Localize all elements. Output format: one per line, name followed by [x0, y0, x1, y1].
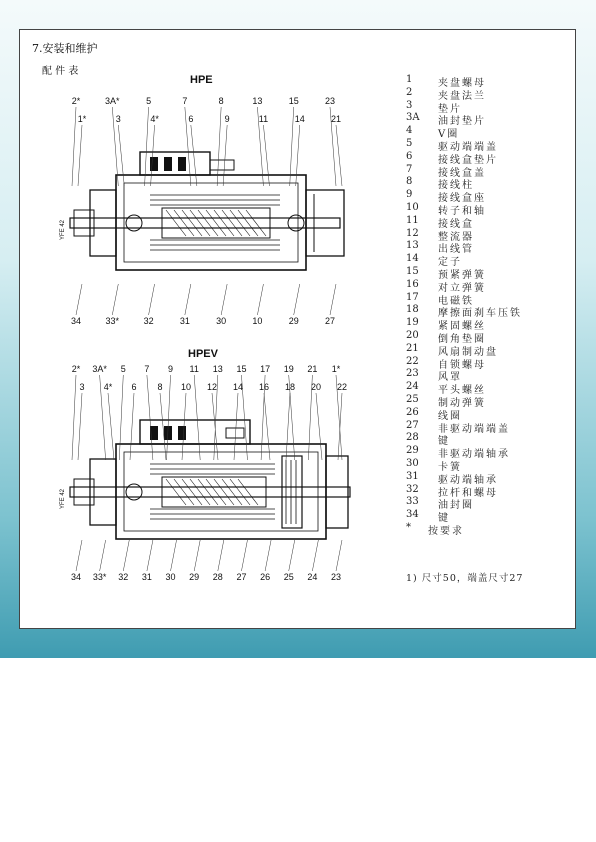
callout-label: 4*	[150, 114, 159, 124]
part-number: 4	[406, 125, 413, 137]
callout-leader	[123, 540, 129, 571]
parts-list-row	[406, 432, 572, 448]
parts-list-row	[406, 87, 572, 100]
callout-label: 25	[283, 572, 294, 582]
footnote: 1) 尺寸50，端盖尺寸27	[406, 573, 524, 584]
callout-leader	[257, 284, 263, 315]
callout-label: 21	[307, 364, 318, 374]
parts-list-row	[406, 356, 572, 369]
hpev-drawing	[30, 364, 360, 596]
part-name: 驱动端轴承	[438, 474, 498, 486]
parts-list-row	[406, 458, 572, 471]
part-number: 34	[406, 509, 419, 521]
callout-label: 9	[224, 114, 230, 124]
part-name: 出线管	[438, 244, 474, 256]
callout-label: 31	[141, 572, 152, 582]
callout-leader	[78, 393, 82, 460]
callout-leader	[316, 393, 322, 460]
part-number: 13	[406, 240, 419, 252]
callout-label: 9	[168, 364, 174, 374]
callout-leader	[118, 125, 124, 186]
part-number: 17	[406, 291, 419, 303]
part-number: 11	[406, 214, 419, 226]
callout-label: 28	[212, 572, 223, 582]
part-name: 油封圈	[438, 500, 474, 512]
parts-list-row	[406, 420, 572, 433]
callout-label: 27	[236, 572, 247, 582]
part-name: 接线盒	[438, 218, 474, 230]
callout-label: 33*	[105, 316, 120, 326]
part-name: 倒角垫圈	[438, 333, 486, 345]
special-note-row	[406, 522, 572, 535]
callout-label: 16	[258, 382, 270, 392]
callout-leader	[151, 125, 155, 186]
parts-list-row	[406, 202, 572, 215]
callout-label: 10	[252, 316, 263, 326]
callout-leader	[223, 125, 227, 186]
callout-leader	[112, 284, 118, 315]
callout-leader	[294, 284, 300, 315]
part-number: 5	[406, 137, 413, 149]
parts-list-row	[406, 176, 572, 192]
callout-label: 2*	[71, 96, 81, 106]
parts-list-row	[406, 240, 572, 256]
part-number: 8	[406, 176, 413, 188]
part-name: 键	[438, 513, 450, 525]
part-name: 摩擦面刹车压铁	[438, 308, 522, 320]
parts-list-row	[406, 407, 572, 420]
part-number: 32	[406, 483, 419, 495]
callout-leader	[241, 540, 247, 571]
part-name: 定子	[438, 257, 462, 269]
callout-leader	[119, 375, 123, 460]
parts-list	[406, 74, 572, 535]
callout-leader	[218, 540, 224, 571]
callout-label: 3A*	[105, 96, 120, 106]
callout-label: 14	[232, 382, 244, 392]
callout-label: 1*	[331, 364, 341, 374]
parts-list-row	[406, 215, 572, 228]
callout-label: 30	[216, 316, 227, 326]
parts-list-row	[406, 317, 572, 333]
part-number: 3	[406, 99, 413, 111]
part-name: 接线盒盖	[438, 167, 486, 179]
callout-leader	[221, 284, 227, 315]
callout-label: 34	[70, 572, 82, 582]
side-mark: YFE 42	[60, 219, 66, 240]
callout-label: 26	[260, 572, 271, 582]
part-name: V圈	[438, 129, 460, 141]
callout-leader	[191, 125, 197, 186]
callout-label: 1*	[77, 114, 87, 124]
callout-label: 34	[70, 316, 82, 326]
callout-leader	[76, 284, 82, 315]
callout-label: 5	[120, 364, 126, 374]
part-name: 键	[438, 436, 450, 448]
part-number: 16	[406, 278, 419, 290]
callout-label: 13	[252, 96, 263, 106]
callout-label: 32	[118, 572, 129, 582]
callout-label: 29	[288, 316, 299, 326]
parts-list-row	[406, 279, 572, 292]
part-name: 电磁铁	[438, 295, 474, 307]
callout-label: 15	[236, 364, 247, 374]
callout-label: 14	[294, 114, 305, 124]
parts-list-row	[406, 509, 572, 525]
parts-list-row	[406, 381, 572, 397]
callout-label: 11	[189, 364, 199, 374]
part-name: 整流器	[438, 231, 474, 243]
callout-leader	[194, 375, 200, 460]
parts-list-row	[406, 151, 572, 164]
callout-leader	[145, 107, 149, 186]
part-number: 20	[406, 329, 419, 341]
callout-label: 11	[258, 114, 269, 124]
part-name: 预紧弹簧	[438, 269, 486, 281]
callout-leader	[72, 375, 76, 460]
part-name: 制动弹簧	[438, 397, 486, 409]
part-name: 非驱动端端盖	[438, 423, 510, 435]
callout-label: 12	[206, 382, 218, 392]
callout-leader	[130, 393, 134, 460]
part-number: 10	[406, 201, 419, 213]
callout-label: 31	[179, 316, 190, 326]
callout-label: 21	[330, 114, 342, 124]
parts-list-row	[406, 228, 572, 241]
callout-leader	[312, 540, 318, 571]
part-number: 21	[406, 342, 419, 354]
callout-leader	[100, 540, 106, 571]
callout-label: 20	[310, 382, 322, 392]
part-name: 对立弹簧	[438, 282, 486, 294]
hpev-figure-title: HPEV	[188, 348, 218, 360]
parts-list-row	[406, 189, 572, 205]
part-number: 12	[406, 227, 419, 239]
part-number: 31	[406, 470, 419, 482]
callout-label: 3A*	[92, 364, 107, 374]
part-number: 25	[406, 393, 419, 405]
parts-list-row	[406, 138, 572, 151]
callout-label: 7	[182, 96, 188, 106]
part-number: 18	[406, 304, 419, 316]
callout-label: 19	[283, 364, 294, 374]
callout-leader	[217, 107, 221, 186]
callout-leader	[289, 540, 295, 571]
callout-label: 4*	[103, 382, 113, 392]
callout-label: 22	[336, 382, 348, 392]
part-name: 自锁螺母	[438, 359, 486, 371]
callout-label: 23	[324, 96, 336, 106]
callout-label: 10	[180, 382, 192, 392]
parts-list-row	[406, 266, 572, 279]
callout-label: 6	[131, 382, 137, 392]
callout-label: 27	[324, 316, 336, 326]
part-number: 15	[406, 265, 419, 277]
part-name: 风罩	[438, 372, 462, 384]
part-number: 3A	[406, 112, 420, 124]
callout-leader	[234, 393, 238, 460]
part-name: 风扇制动盘	[438, 346, 498, 358]
callout-leader	[296, 125, 300, 186]
part-number: 9	[406, 189, 413, 201]
callout-leader	[185, 284, 191, 315]
parts-list-row	[406, 394, 572, 407]
parts-list-row	[406, 484, 572, 497]
callout-label: 3	[79, 382, 85, 392]
part-number: 14	[406, 253, 419, 265]
callout-label: 2*	[71, 364, 81, 374]
part-number: 19	[406, 317, 419, 329]
part-name: 油封垫片	[438, 116, 486, 128]
callout-label: 5	[146, 96, 152, 106]
part-name: 驱动端端盖	[438, 141, 498, 153]
hpe-figure-title: HPE	[190, 74, 213, 86]
part-number: 28	[406, 432, 419, 444]
callout-leader	[72, 107, 76, 186]
part-name: 接线盒座	[438, 193, 486, 205]
callout-label: 33*	[92, 572, 107, 582]
part-number: 1	[406, 74, 413, 85]
callout-leader	[194, 540, 200, 571]
callout-label: 13	[212, 364, 223, 374]
callout-leader	[336, 125, 342, 186]
parts-list-row	[406, 125, 572, 141]
document-page	[19, 29, 576, 629]
part-number: 23	[406, 368, 419, 380]
callout-leader	[286, 393, 290, 460]
callout-leader	[78, 125, 82, 186]
callout-leader	[108, 393, 114, 460]
part-number: 27	[406, 419, 419, 431]
callout-label: 18	[284, 382, 296, 392]
callout-label: 6	[188, 114, 194, 124]
part-number: 30	[406, 457, 419, 469]
callout-label: 32	[143, 316, 154, 326]
callout-leader	[330, 284, 336, 315]
parts-list-row	[406, 292, 572, 305]
parts-list-row	[406, 112, 572, 128]
callout-leader	[264, 393, 270, 460]
parts-list-row	[406, 445, 572, 461]
parts-list-row	[406, 330, 572, 343]
part-name: 卡簧	[438, 461, 462, 473]
part-number: 24	[406, 381, 419, 393]
callout-leader	[290, 107, 294, 186]
callout-leader	[212, 393, 218, 460]
parts-list-row	[406, 100, 572, 113]
callout-label: 23	[330, 572, 342, 582]
side-mark: YFE 42	[60, 488, 66, 509]
part-name: 接线柱	[438, 180, 474, 192]
part-name: 转子和轴	[438, 205, 486, 217]
parts-list-row	[406, 164, 572, 177]
part-number: 2	[406, 86, 413, 98]
part-name: 线圈	[438, 410, 462, 422]
part-number: 7	[406, 163, 413, 175]
parts-list-row	[406, 368, 572, 384]
part-number: 33	[406, 496, 419, 508]
parts-list-row	[406, 496, 572, 512]
callout-leader	[76, 540, 82, 571]
section-heading: 7.安装和维护	[32, 42, 98, 55]
part-name: 紧固螺丝	[438, 321, 486, 333]
special-note-text: 按要求	[428, 525, 464, 537]
parts-table-heading: 配 件 表	[42, 66, 79, 77]
hpe-drawing	[30, 90, 360, 344]
callout-leader	[147, 540, 153, 571]
callout-leader	[336, 540, 342, 571]
part-name: 夹盘法兰	[438, 90, 486, 102]
callout-label: 3	[115, 114, 121, 124]
parts-list-row	[406, 74, 572, 87]
parts-list-row	[406, 343, 572, 356]
callout-label: 8	[218, 96, 224, 106]
callout-label: 17	[260, 364, 271, 374]
parts-list-row	[406, 253, 572, 269]
part-number: 22	[406, 355, 419, 367]
part-name: 垫片	[438, 103, 462, 115]
callout-label: 15	[288, 96, 299, 106]
parts-list-row	[406, 304, 572, 320]
callout-label: 8	[157, 382, 163, 392]
callout-leader	[171, 540, 177, 571]
part-number: 6	[406, 150, 413, 162]
callout-label: 29	[189, 572, 200, 582]
callout-label: 24	[307, 572, 318, 582]
callout-leader	[167, 375, 171, 460]
part-name: 夹盘螺母	[438, 78, 486, 89]
part-name: 平头螺丝	[438, 385, 486, 397]
part-number: 29	[406, 445, 419, 457]
callout-label: 30	[165, 572, 176, 582]
part-name: 非驱动端轴承	[438, 449, 510, 461]
special-note-mark: *	[406, 521, 411, 533]
callout-leader	[265, 540, 271, 571]
part-number: 26	[406, 406, 419, 418]
callout-leader	[263, 125, 269, 186]
part-name: 拉杆和螺母	[438, 487, 498, 499]
callout-label: 7	[144, 364, 150, 374]
callout-leader	[149, 284, 155, 315]
callout-leader	[147, 375, 153, 460]
parts-list-row	[406, 471, 572, 484]
part-name: 接线盒垫片	[438, 154, 498, 166]
